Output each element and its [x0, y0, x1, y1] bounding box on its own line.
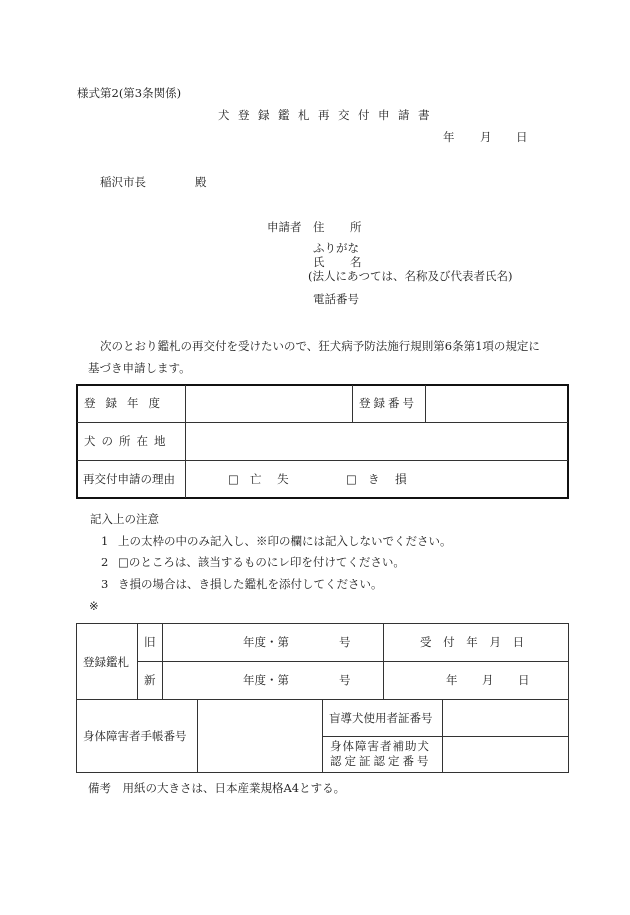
name-label-2: 名	[350, 255, 362, 269]
new-label: 新	[144, 673, 156, 687]
office-mark: ※	[89, 599, 99, 613]
reason-label: 再交付申請の理由	[83, 472, 175, 486]
addressee: 稲沢市長	[100, 175, 146, 189]
checkbox-lost[interactable]: □	[228, 472, 239, 486]
reg-year-label: 登録年度	[84, 396, 170, 410]
date-day: 日	[516, 130, 528, 144]
assist-dog-label-2: 認定証認定番号	[330, 754, 432, 768]
date-month: 月	[480, 130, 492, 144]
option-damaged-label: き 損	[368, 472, 413, 486]
dog-location-field[interactable]	[187, 424, 567, 459]
body-line-1: 次のとおり鑑札の再交付を受けたいので、狂犬病予防法施行規則第6条第1項の規定に	[100, 339, 540, 353]
address-label-1: 住	[313, 220, 325, 234]
phone-label: 電話番号	[313, 292, 359, 306]
received-date-label: 受 付 年 月 日	[420, 635, 529, 649]
footer-remark: 備考 用紙の大きさは、日本産業規格A4とする。	[88, 781, 346, 795]
note-text-1: 上の太枠の中のみ記入し、※印の欄には記入しないでください。	[118, 534, 452, 548]
address-label-2: 所	[350, 220, 362, 234]
new-date-year: 年	[446, 673, 458, 687]
new-date-day: 日	[518, 673, 530, 687]
honorific: 殿	[195, 175, 207, 189]
old-label: 旧	[144, 635, 156, 649]
reg-year-field[interactable]	[187, 386, 351, 421]
tag-label: 登録鑑札	[83, 655, 129, 669]
dog-location-label: 犬の所在地	[84, 434, 172, 448]
old-year-no: 年度・第	[243, 635, 289, 649]
name-label-1: 氏	[313, 255, 325, 269]
note-num-2: 2	[101, 555, 109, 569]
old-go: 号	[339, 635, 351, 649]
reg-number-field[interactable]	[427, 386, 567, 421]
date-year: 年	[443, 130, 455, 144]
reg-number-label: 登録番号	[359, 396, 417, 410]
note-num-3: 3	[101, 577, 109, 591]
note-num-1: 1	[101, 534, 109, 548]
option-lost-label: 亡 失	[250, 472, 295, 486]
note-text-3: き損の場合は、き損した鑑札を添付してください。	[118, 577, 383, 591]
note-text-2: □のところは、該当するものにレ印を付けてください。	[118, 555, 405, 569]
applicant-label: 申請者	[267, 220, 302, 234]
notes-heading: 記入上の注意	[90, 512, 159, 526]
new-year-no: 年度・第	[243, 673, 289, 687]
body-line-2: 基づき申請します。	[88, 361, 191, 375]
guide-dog-label: 盲導犬使用者証番号	[329, 711, 433, 725]
furigana-label: ふりがな	[313, 241, 359, 255]
disability-book-label: 身体障害者手帳番号	[83, 729, 187, 743]
corporate-note: (法人にあつては、名称及び代表者氏名)	[308, 269, 513, 283]
form-number: 様式第2(第3条関係)	[77, 86, 182, 100]
new-date-month: 月	[482, 673, 494, 687]
checkbox-damaged[interactable]: □	[346, 472, 357, 486]
new-go: 号	[339, 673, 351, 687]
page-title: 犬登録鑑札再交付申請書	[218, 108, 438, 122]
assist-dog-label-1: 身体障害者補助犬	[330, 739, 430, 753]
